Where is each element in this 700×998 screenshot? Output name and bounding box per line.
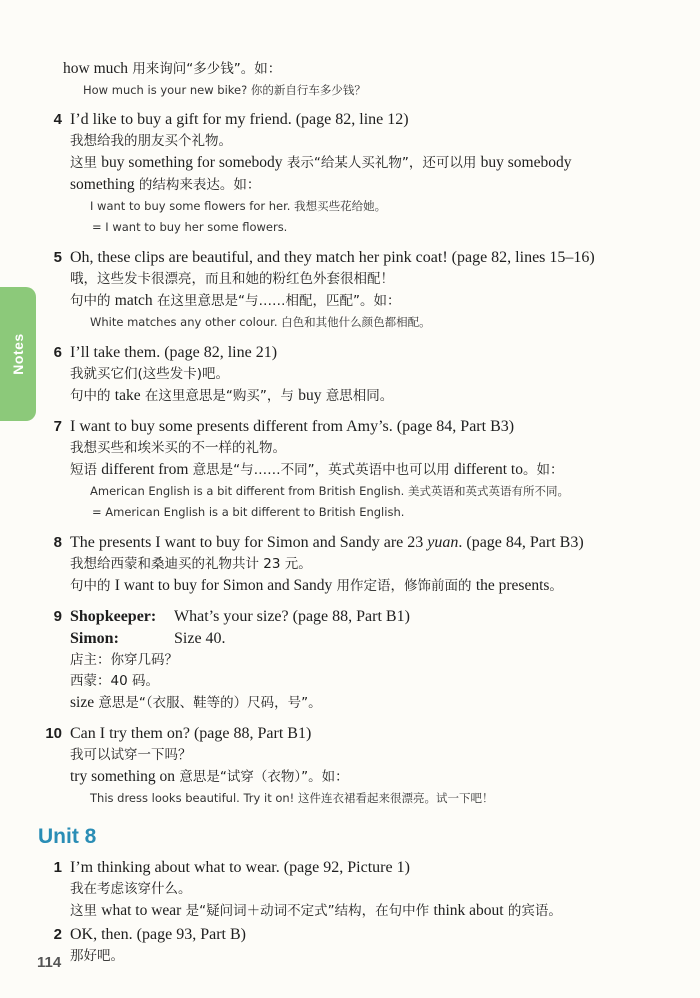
note-heading: I’ll take them. (page 82, line 21): [70, 344, 278, 361]
note-explanation: 句中的 match 在这里意思是“与……相配，匹配”。如：: [70, 292, 401, 309]
intro-line: [63, 58, 656, 80]
note-explanation: 句中的 I want to buy for Simon and Sandy 用作定语，修饰前面的 the presents。: [70, 577, 563, 594]
note-explanation: size 意思是“（衣服、鞋等的）尺码，号”。: [70, 694, 322, 711]
note-explanation-cont: something 的结构来表达。如：: [70, 176, 261, 193]
note-number: 9: [53, 608, 62, 625]
note-example-alt: = American English is a bit different to British English.: [92, 505, 405, 519]
note-5: [36, 247, 656, 333]
note-explanation: 这里 buy something for somebody 表示“给某人买礼物”，还可以用 buy somebody: [70, 154, 572, 171]
notes-content: [36, 58, 656, 967]
note-example: I want to buy some flowers for her. 我想买些花给她。: [90, 199, 387, 213]
note-7: [36, 416, 656, 523]
note-translation: 我就买它们(这些发卡)吧。: [70, 366, 230, 382]
note-translation: 我想给西蒙和桑迪买的礼物共计 23 元。: [70, 556, 312, 572]
note-number: 5: [53, 249, 62, 266]
note-heading: OK, then. (page 93, Part B): [70, 926, 246, 943]
note-heading: I’m thinking about what to wear. (page 92, Picture 1): [70, 859, 410, 876]
note-example-alt: = I want to buy her some flowers.: [92, 220, 288, 234]
note-translation: 哦，这些发卡很漂亮，而且和她的粉红色外套很相配！: [70, 271, 394, 287]
note-heading: Can I try them on? (page 88, Part B1): [70, 725, 312, 742]
unit8-note-2: [36, 924, 656, 967]
note-number: 10: [45, 725, 62, 742]
note-number: 8: [53, 534, 62, 551]
note-example: American English is a bit different from British English. 美式英语和英式英语有所不同。: [90, 484, 569, 498]
page-number: 114: [37, 954, 62, 971]
note-translation: 我在考虑该穿什么。: [70, 881, 192, 897]
note-number: 4: [53, 111, 62, 128]
note-explanation: try something on 意思是“试穿（衣物）”。如：: [70, 768, 349, 785]
note-translation: 那好吧。: [70, 948, 124, 964]
note-6: [36, 342, 656, 407]
note-8: [36, 532, 656, 597]
note-number: 2: [53, 926, 62, 943]
intro-example: How much is your new bike? 你的新自行车多少钱？: [83, 83, 366, 97]
unit-8-title: Unit 8: [38, 825, 97, 848]
note-translation-2: 西蒙：40 码。: [70, 673, 159, 689]
note-example: This dress looks beautiful. Try it on! 这件连衣裙看起来很漂亮。试一下吧！: [90, 791, 494, 805]
note-translation: 我可以试穿一下吗？: [70, 747, 192, 763]
note-4: [36, 109, 656, 238]
note-explanation: 短语 different from 意思是“与……不同”，英式英语中也可以用 different to。如：: [70, 461, 564, 478]
note-explanation: 这里 what to wear 是“疑问词＋动词不定式”结构，在句中作 think about 的宾语。: [70, 902, 562, 919]
note-translation: 店主：你穿几码？: [70, 652, 178, 668]
notes-tab-label: Notes: [10, 333, 26, 375]
note-heading: I’d like to buy a gift for my friend. (page 82, line 12): [70, 111, 409, 128]
note-9: [36, 606, 656, 714]
notes-side-tab: [0, 287, 36, 421]
note-number: 6: [53, 344, 62, 361]
note-heading: Oh, these clips are beautiful, and they match her pink coat! (page 82, lines 15–16): [70, 249, 595, 266]
note-heading: The presents I want to buy for Simon and Sandy are 23 yuan. (page 84, Part B3): [70, 534, 584, 551]
intro-note: [29, 58, 656, 101]
note-heading: I want to buy some presents different from Amy’s. (page 84, Part B3): [70, 418, 515, 435]
note-10: [36, 723, 656, 809]
note-translation: 我想给我的朋友买个礼物。: [70, 133, 232, 149]
unit8-note-1: [36, 857, 656, 922]
dialogue-line-1: Shopkeeper: What’s your size? (page 88, Part B1): [70, 608, 410, 625]
dialogue-line-2: Simon: Size 40.: [70, 630, 226, 647]
note-explanation: 句中的 take 在这里意思是“购买”，与 buy 意思相同。: [70, 387, 394, 404]
note-number: 1: [53, 859, 62, 876]
intro-desc: 用来询问“多少钱”。如：: [128, 61, 282, 77]
note-translation: 我想买些和埃米买的不一样的礼物。: [70, 440, 286, 456]
note-number: 7: [53, 418, 62, 435]
intro-term: how much: [63, 60, 129, 77]
note-example: White matches any other colour. 白色和其他什么颜色都相配。: [90, 315, 431, 329]
